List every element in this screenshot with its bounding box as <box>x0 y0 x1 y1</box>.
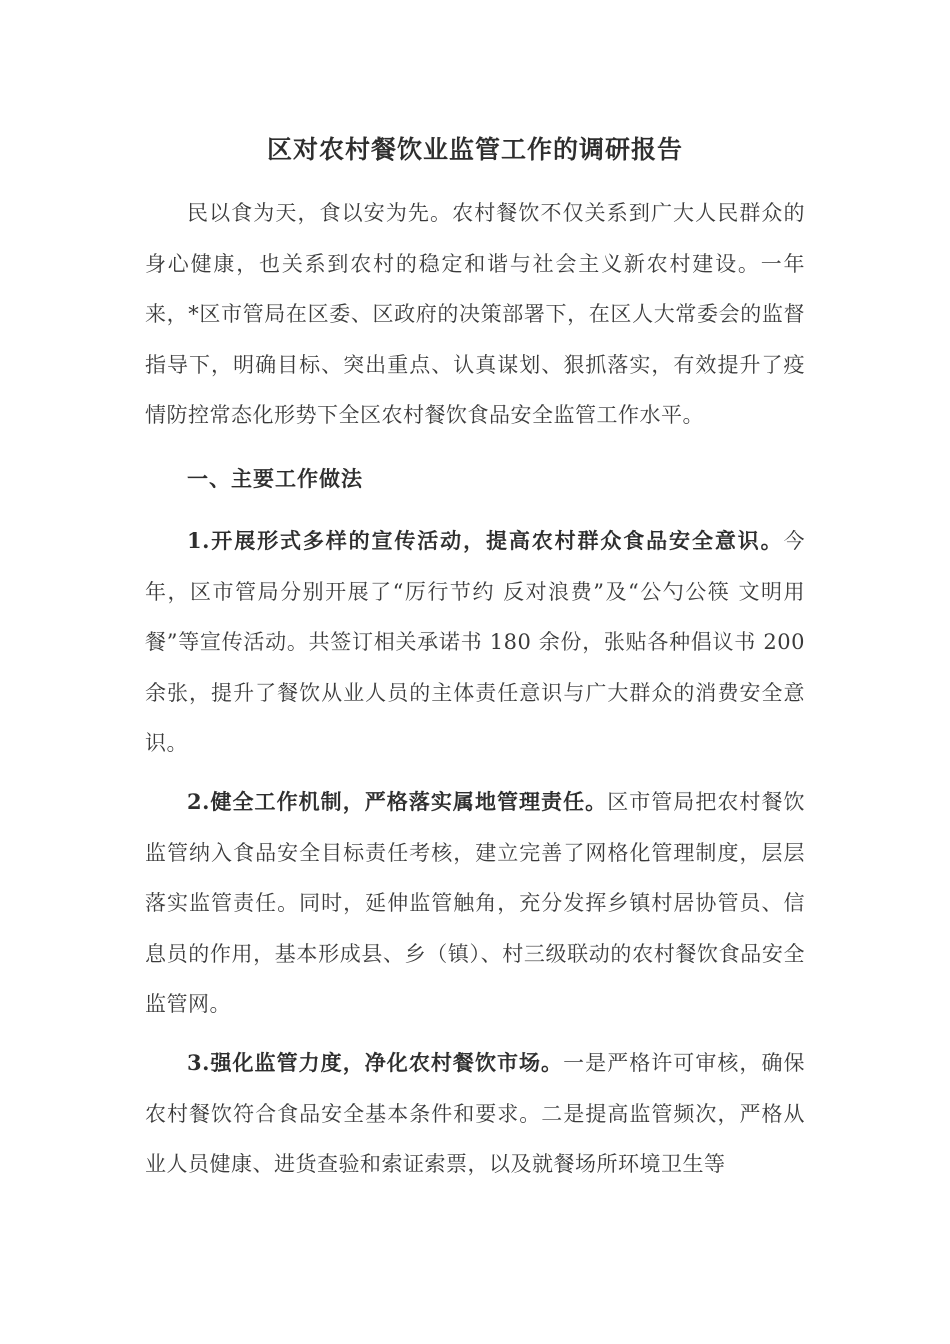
item-2-lead: 2.健全工作机制，严格落实属地管理责任。 <box>187 789 608 814</box>
list-item-2 <box>145 777 805 1030</box>
item-1-lead: 1.开展形式多样的宣传活动，提高农村群众食品安全意识。 <box>187 528 784 553</box>
item-2-body: 区市管局把农村餐饮监管纳入食品安全目标责任考核，建立完善了网格化管理制度，层层落实监管责任。同时，延伸监管触角，充分发挥乡镇村居协管员、信息员的作用，基本形成县、乡（镇）、村三级联动的农村餐饮食品安全监管网。 <box>145 790 806 1016</box>
list-item-3 <box>145 1038 805 1190</box>
item-3-lead: 3.强化监管力度，净化农村餐饮市场。 <box>187 1050 564 1075</box>
list-item-1 <box>145 516 805 769</box>
item-3-body: 一是严格许可审核，确保农村餐饮符合食品安全基本条件和要求。二是提高监管频次，严格从业人员健康、进货查验和索证索票，以及就餐场所环境卫生等 <box>145 1051 806 1176</box>
intro-paragraph: 民以食为天，食以安为先。农村餐饮不仅关系到广大人民群众的身心健康，也关系到农村的稳定和谐与社会主义新农村建设。一年来，*区市管局在区委、区政府的决策部署下，在区人大常委会的监督指导下，明确目标、突出重点、认真谋划、狠抓落实，有效提升了疫情防控常态化形势下全区农村餐饮食品安全监管工作水平。 <box>145 201 805 427</box>
section-heading: 一、主要工作做法 <box>187 466 363 491</box>
page-title: 区对农村餐饮业监管工作的调研报告 <box>266 135 683 164</box>
item-1-body: 今年，区市管局分别开展了“厉行节约 反对浪费”及“公勺公筷 文明用餐”等宣传活动。共签订相关承诺书 180 余份，张贴各种倡议书 200 余张，提升了餐饮从业人员的主体责任意识与广大群众的消费安全意识。 <box>145 529 805 755</box>
